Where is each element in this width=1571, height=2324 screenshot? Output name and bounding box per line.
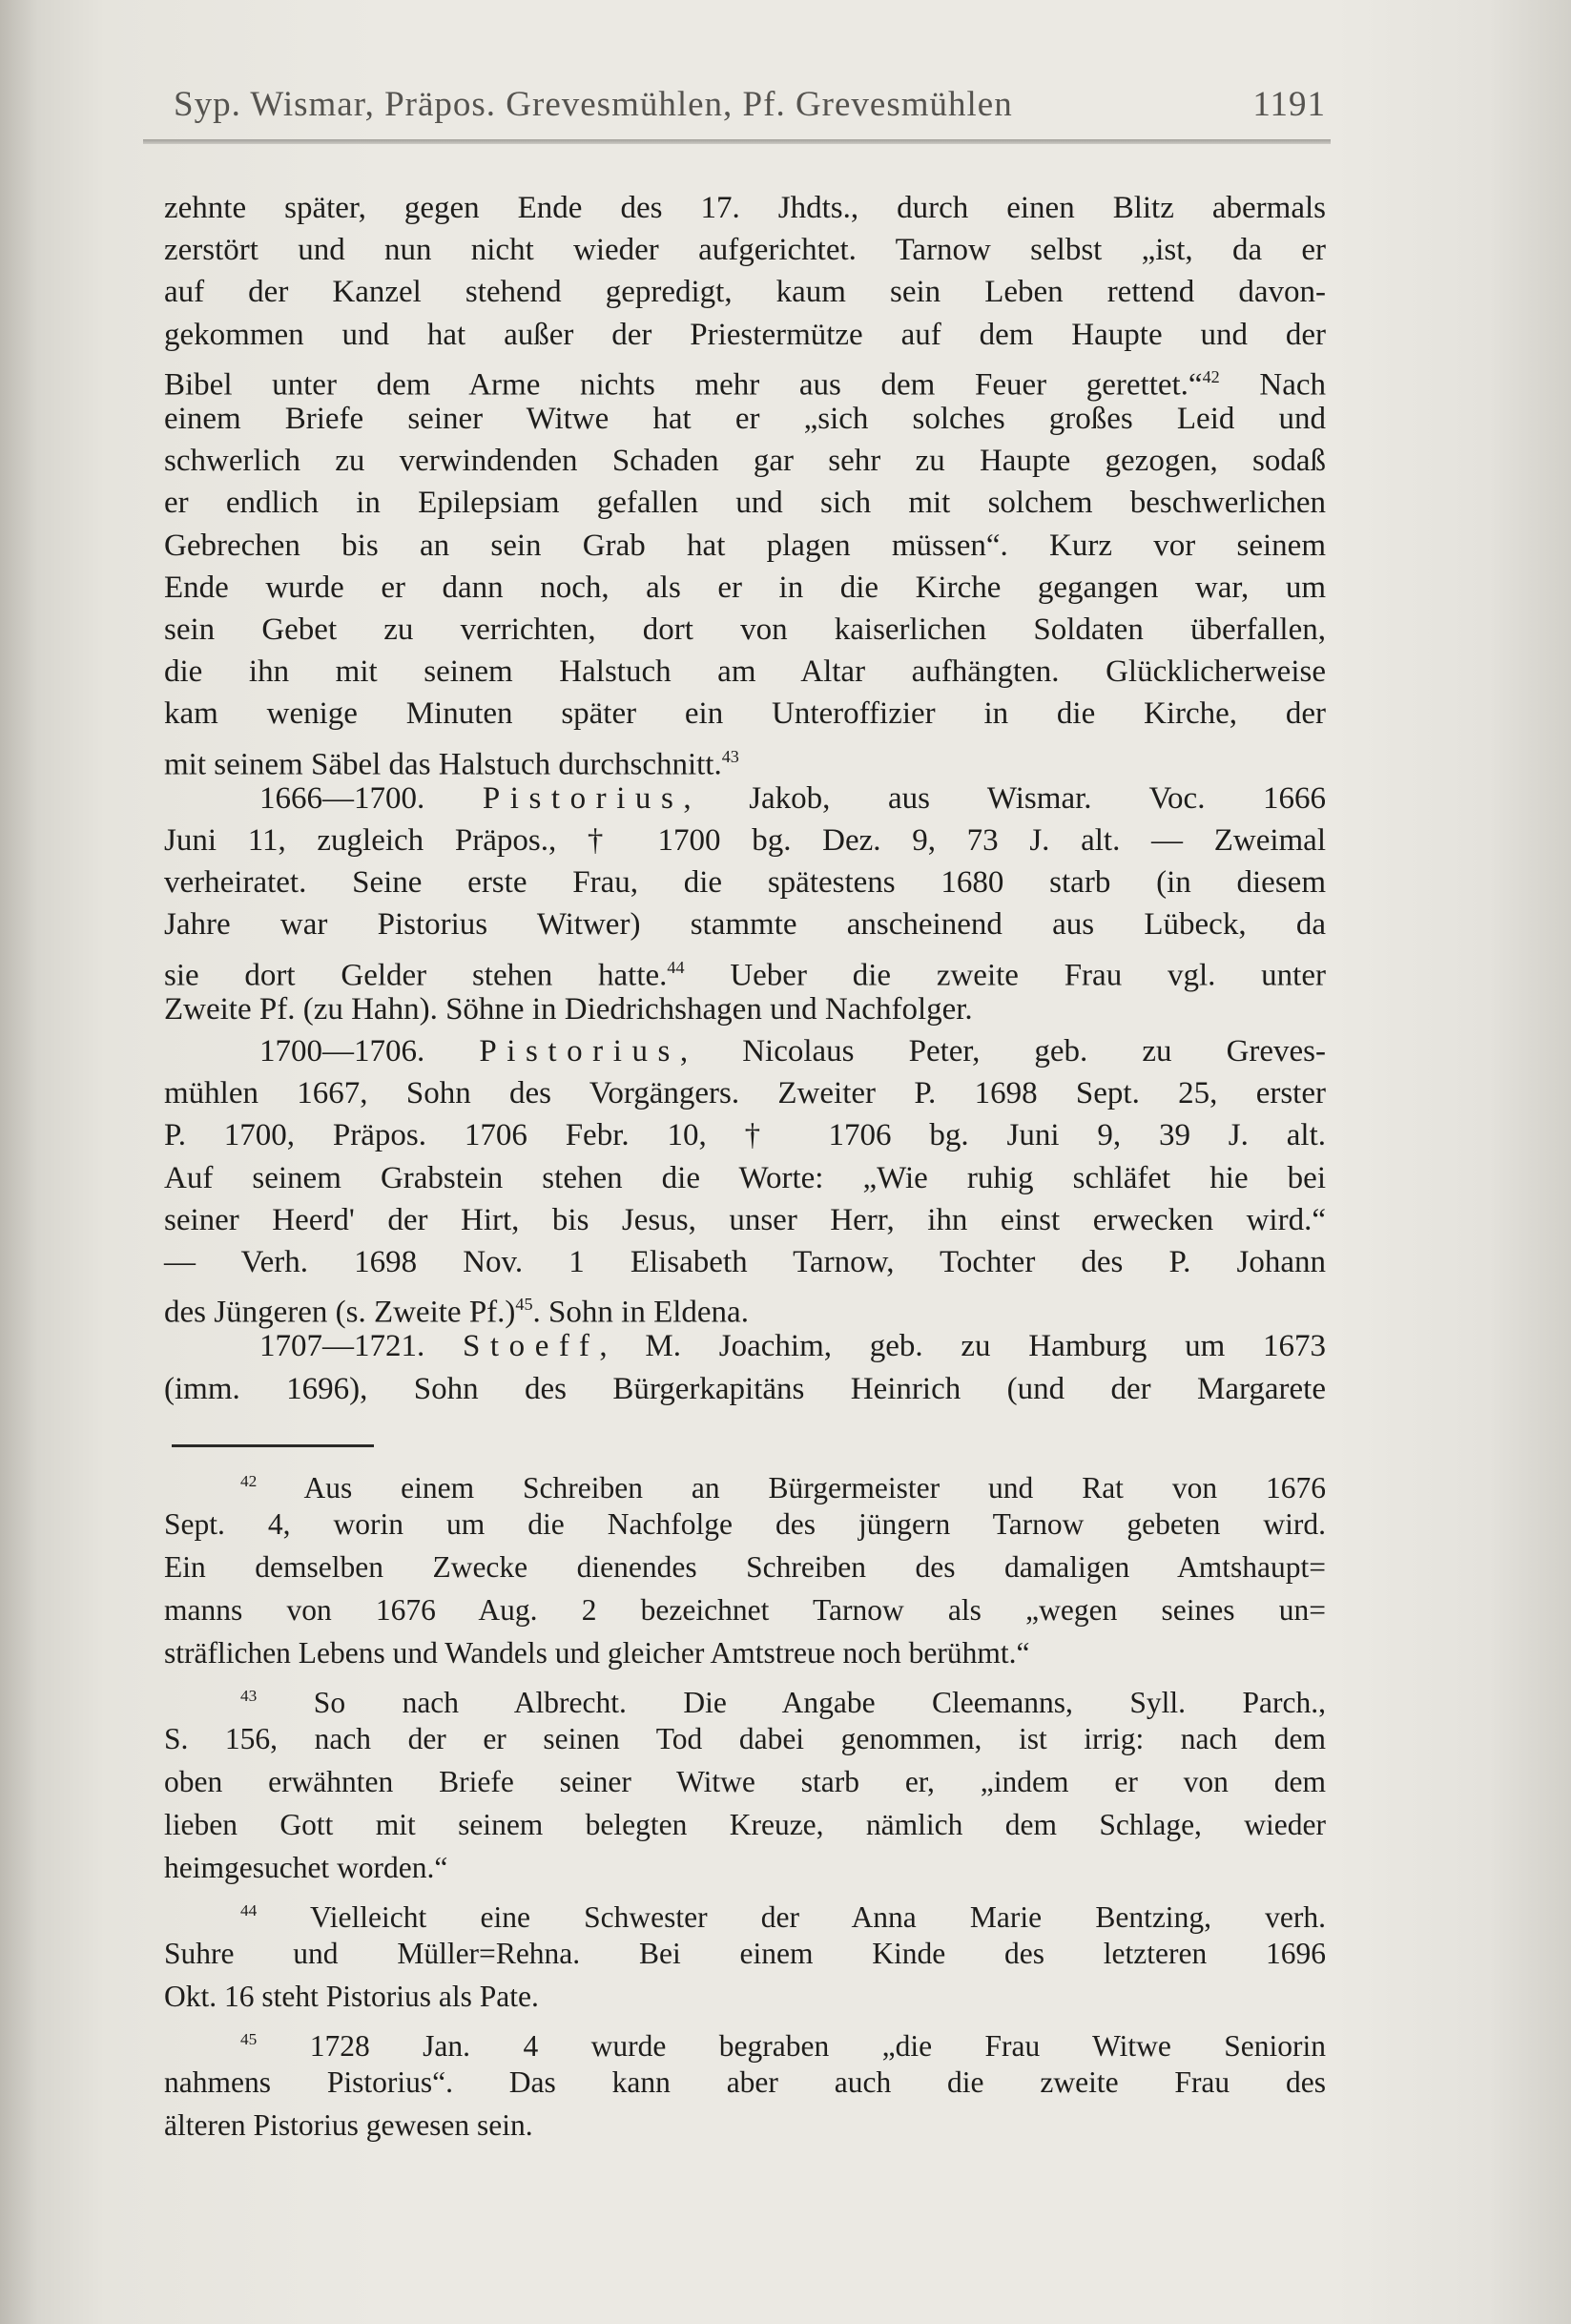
footnote-line — [164, 1460, 1326, 1503]
text-run: Auf seinem Grabstein stehen die Worte: „Wie ruhig schläfet hie bei — [164, 1160, 1326, 1195]
text-run: Gebrechen bis an sein Grab hat plagen müssen“. Kurz vor seinem — [164, 528, 1326, 563]
footnote-ref: 45 — [515, 1295, 533, 1315]
text-run: schwerlich zu verwindenden Schaden gar sehr zu Haupte gezogen, sodaß — [164, 444, 1326, 479]
footnote-line — [164, 2018, 1326, 2064]
text-run: gekommen und hat außer der Priestermütze auf dem Haupte und der — [164, 317, 1326, 352]
footnote-line — [164, 2104, 1326, 2147]
footnote-line — [164, 1760, 1326, 1803]
text-run: des Jüngeren (s. Zweite Pf.) — [164, 1295, 516, 1330]
text-run: zerstört und nun nicht wieder aufgerichtet. Tarnow selbst „ist, da er — [164, 233, 1326, 268]
text-line — [164, 820, 1326, 861]
text-run: Suhre und Müller=Rehna. Bei einem Kinde des letzteren 1696 — [164, 1937, 1326, 1970]
footnote-line — [164, 1588, 1326, 1631]
text-run: Juni 11, zugleich Präpos., † 1700 bg. Dez. 9, 73 J. alt. — Zweimal — [164, 823, 1326, 858]
footnote-line — [164, 1846, 1326, 1889]
text-run: , Jakob, aus Wismar. Voc. 1666 — [683, 780, 1326, 816]
footnote-line — [164, 1889, 1326, 1935]
text-line — [164, 187, 1326, 229]
text-run: sträflichen Lebens und Wandels und gleicher Amtstreue noch berühmt.“ — [164, 1636, 1030, 1670]
text-line — [164, 356, 1326, 403]
text-run: Ende wurde er dann noch, als er in die Kirche gegangen war, um — [164, 570, 1326, 605]
text-line — [164, 271, 1326, 313]
text-run: Zweite Pf. (zu Hahn). Söhne in Diedrichshagen und Nachfolger. — [164, 991, 973, 1027]
footnote-ref: 42 — [1202, 366, 1220, 386]
text-run: . Sohn in Eldena. — [532, 1295, 749, 1330]
text-line — [164, 1199, 1326, 1241]
footnote-ref: 43 — [721, 746, 739, 766]
text-line — [164, 903, 1326, 945]
page-number: 1191 — [1252, 85, 1326, 124]
text-run: auf der Kanzel stehend gepredigt, kaum sein Leben rettend davon- — [164, 275, 1326, 310]
footnote-ref: 42 — [240, 1472, 258, 1490]
text-run: Bibel unter dem Arme nichts mehr aus dem Feuer gerettet.“ — [164, 367, 1203, 403]
text-line — [164, 861, 1326, 903]
text-run: zehnte später, gegen Ende des 17. Jhdts., durch einen Blitz abermals — [164, 191, 1326, 225]
text-run: kam wenige Minuten später ein Unteroffizier in die Kirche, der — [164, 696, 1326, 732]
text-run: 1666—1700. — [259, 780, 483, 816]
text-run: Ein demselben Zwecke dienendes Schreiben des damaligen Amtshaupt= — [164, 1550, 1326, 1584]
footnote-line — [164, 1717, 1326, 1760]
text-line — [164, 988, 1326, 1030]
text-run: So nach Albrecht. Die Angabe Cleemanns, Syll. Parch., — [257, 1686, 1326, 1720]
text-run: Vielleicht eine Schwester der Anna Marie Bentzing, verh. — [257, 1900, 1326, 1935]
text-run: — Verh. 1698 Nov. 1 Elisabeth Tarnow, Tochter des P. Johann — [164, 1245, 1326, 1279]
text-line — [164, 1114, 1326, 1156]
text-run: Okt. 16 steht Pistorius als Pate. — [164, 1980, 539, 2013]
text-line — [164, 1368, 1326, 1410]
text-run: , Nicolaus Peter, geb. zu Greves- — [679, 1034, 1327, 1069]
text-line — [164, 314, 1326, 356]
text-run: 1728 Jan. 4 wurde begraben „die Frau Witwe Seniorin — [257, 2029, 1326, 2064]
text-line — [164, 1157, 1326, 1199]
text-line — [164, 229, 1326, 271]
text-run: Nach — [1219, 367, 1326, 403]
text-run: , M. Joachim, geb. zu Hamburg um 1673 — [599, 1329, 1326, 1364]
footnote-line — [164, 2061, 1326, 2104]
text-run: nahmens Pistorius“. Das kann aber auch die zweite Frau des — [164, 2065, 1326, 2099]
person-name: Pistorius — [479, 1034, 680, 1069]
text-run: Ueber die zweite Frau vgl. unter — [684, 958, 1326, 993]
text-line — [164, 567, 1326, 609]
text-line — [164, 440, 1326, 482]
text-run: die ihn mit seinem Halstuch am Altar aufhängten. Glücklicherweise — [164, 654, 1326, 690]
footnote-line — [164, 1503, 1326, 1546]
text-run: heimgesuchet worden.“ — [164, 1851, 448, 1884]
text-line — [164, 1241, 1326, 1283]
text-run: seiner Heerd' der Hirt, bis Jesus, unser Herr, ihn einst erwecken wird.“ — [164, 1202, 1326, 1237]
footnote-ref: 45 — [240, 2030, 258, 2048]
text-run: verheiratet. Seine erste Frau, die spätestens 1680 starb (in diesem — [164, 865, 1326, 901]
text-run: Aus einem Schreiben an Bürgermeister und Rat von 1676 — [257, 1471, 1326, 1505]
footnote-ref: 44 — [240, 1901, 258, 1919]
text-run: einem Briefe seiner Witwe hat er „sich solches großes Leid und — [164, 402, 1326, 436]
person-name: Stoeff — [463, 1329, 600, 1364]
text-line — [164, 609, 1326, 651]
running-header — [174, 84, 1326, 132]
text-run: manns von 1676 Aug. 2 bezeichnet Tarnow als „wegen seines un= — [164, 1593, 1326, 1627]
person-name: Pistorius — [482, 780, 684, 816]
text-line — [164, 778, 1326, 820]
text-run: älteren Pistorius gewesen sein. — [164, 2108, 533, 2142]
text-line — [164, 736, 1326, 782]
text-line — [164, 1030, 1326, 1072]
footnote-line — [164, 1546, 1326, 1588]
footnote-line — [164, 1932, 1326, 1975]
footnote-line — [164, 1803, 1326, 1846]
text-line — [164, 1283, 1326, 1330]
footnote-line — [164, 1975, 1326, 2018]
text-run: sein Gebet zu verrichten, dort von kaiserlichen Soldaten überfallen, — [164, 612, 1326, 647]
footnote-ref: 43 — [240, 1687, 258, 1705]
text-line — [164, 482, 1326, 524]
text-run: P. 1700, Präpos. 1706 Febr. 10, † 1706 bg. Juni 9, 39 J. alt. — [164, 1118, 1326, 1153]
text-run: (imm. 1696), Sohn des Bürgerkapitäns Heinrich (und der Margarete — [164, 1371, 1326, 1406]
text-run: Jahre war Pistorius Witwer) stammte anscheinend aus Lübeck, da — [164, 907, 1326, 943]
text-run: 1700—1706. — [259, 1034, 480, 1069]
footnote-line — [164, 1631, 1326, 1674]
footnote-rule — [172, 1444, 374, 1447]
text-line — [164, 651, 1326, 693]
text-line — [164, 693, 1326, 735]
text-line — [164, 1325, 1326, 1367]
text-run: Sept. 4, worin um die Nachfolge des jüngern Tarnow gebeten wird. — [164, 1507, 1326, 1541]
text-run: er endlich in Epilepsiam gefallen und sich mit solchem beschwerlichen — [164, 486, 1326, 521]
running-title: Syp. Wismar, Präpos. Grevesmühlen, Pf. Grevesmühlen — [174, 85, 1013, 124]
footnote-ref: 44 — [667, 957, 685, 977]
text-run: 1707—1721. — [259, 1329, 463, 1364]
text-line — [164, 398, 1326, 440]
text-line — [164, 1072, 1326, 1114]
text-run: S. 156, nach der er seinen Tod dabei genommen, ist irrig: nach dem — [164, 1722, 1326, 1755]
text-run: sie dort Gelder stehen hatte. — [164, 958, 668, 993]
text-run: oben erwähnten Briefe seiner Witwe starb er, „indem er von dem — [164, 1765, 1326, 1798]
text-line — [164, 525, 1326, 567]
text-line — [164, 946, 1326, 993]
text-run: lieben Gott mit seinem belegten Kreuze, nämlich dem Schlage, wieder — [164, 1808, 1326, 1841]
text-run: mühlen 1667, Sohn des Vorgängers. Zweiter P. 1698 Sept. 25, erster — [164, 1076, 1326, 1111]
footnote-line — [164, 1674, 1326, 1720]
text-run: mit seinem Säbel das Halstuch durchschnitt. — [164, 747, 722, 782]
header-rule — [143, 139, 1331, 144]
